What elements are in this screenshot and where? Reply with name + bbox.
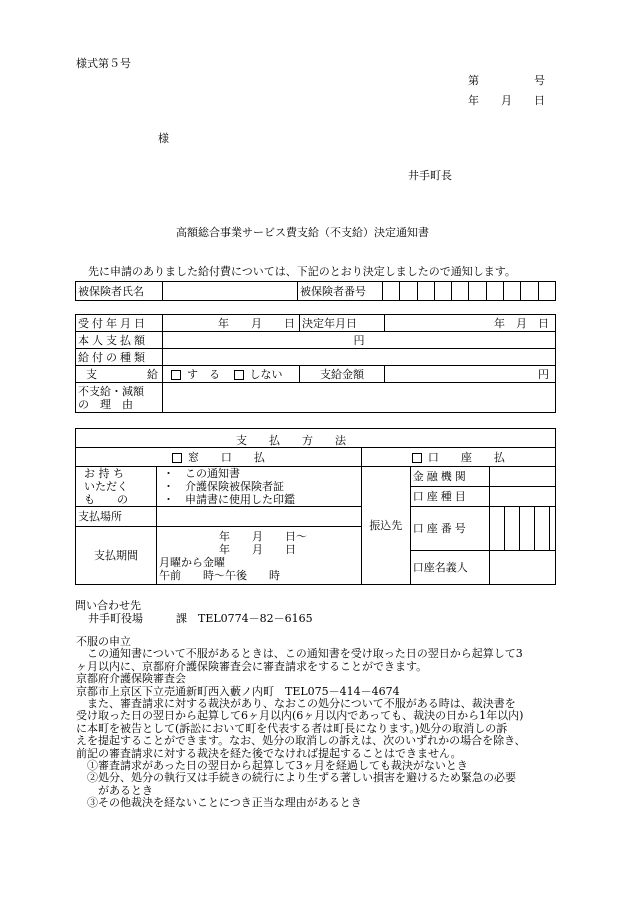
- issuer: 井手町長: [408, 169, 452, 182]
- account-number-digit[interactable]: [534, 507, 549, 551]
- payment-choice[interactable]: す る しない: [163, 366, 300, 383]
- payment-place-label: 支払場所: [76, 507, 157, 527]
- reason-label: 不支給・減額 の 理 由: [76, 383, 163, 413]
- appeal-section: [76, 636, 556, 810]
- checkbox-no-pay[interactable]: [234, 370, 244, 380]
- insured-number-digit[interactable]: [538, 282, 555, 301]
- payment-method-table: [75, 428, 556, 585]
- appeal-text: また、審査請求に対する裁決があり、なおこの処分について不服がある時は、裁決書を: [87, 697, 516, 711]
- account-type-label: 口座種目: [410, 487, 489, 507]
- insured-name-field[interactable]: [163, 282, 298, 301]
- intro-text: 先に申請のありました給付費については、下記のとおり決定しましたので通知します。: [88, 265, 516, 278]
- appeal-text: 受け取った日の翌日から起算して6ヶ月以内(6ヶ月以内であっても、裁決の日から1年以内): [76, 709, 524, 723]
- document-date: 年 月 日: [468, 94, 545, 107]
- insured-number-digit[interactable]: [434, 282, 451, 301]
- appeal-heading: 不服の申立: [76, 635, 131, 648]
- payment-method-title: 支 払 方 法: [236, 434, 346, 447]
- decided-date-value[interactable]: 年 月 日: [385, 315, 556, 332]
- appeal-text: ヶ月以内に、京都府介護保険審査会に審査請求をすることができます。: [76, 659, 428, 673]
- account-number-label: 口座番号: [410, 507, 489, 551]
- appeal-item: ①審査請求があった日の翌日から起算して3ヶ月を経過しても裁決がないとき: [87, 759, 468, 773]
- addressee-suffix: 様: [158, 132, 169, 145]
- contact-heading: 問い合わせ先: [75, 599, 141, 612]
- payment-period-value[interactable]: 年 月 日～ 年 月 日 月曜から金曜 午前 時～午後 時: [157, 527, 362, 585]
- account-number-digit[interactable]: [504, 507, 519, 551]
- payment-label: 支 給: [76, 366, 163, 383]
- payment-period-label: 支払期間: [76, 527, 157, 585]
- checkbox-pay[interactable]: [171, 370, 181, 380]
- account-number-digit[interactable]: [549, 507, 555, 551]
- insured-number-digit[interactable]: [452, 282, 469, 301]
- decision-table: [75, 314, 556, 413]
- received-date-label: 受付年月日: [76, 315, 163, 332]
- insured-number-digit[interactable]: [417, 282, 434, 301]
- contact-line: 井手町役場 課 TEL0774－82－6165: [88, 612, 313, 625]
- bring-items-label: お 持 ち いただく も の: [76, 467, 157, 507]
- insured-number-digit[interactable]: [521, 282, 538, 301]
- insured-name-label: 被保険者氏名: [76, 282, 163, 301]
- bank-label: 金融機関: [410, 467, 489, 487]
- appeal-item: ③その他裁決を経ないことにつき正当な理由があるとき: [87, 796, 362, 810]
- account-payment-option[interactable]: 口 座 払: [361, 448, 555, 467]
- appeal-text: この通知書について不服があるときは、この通知書を受け取った日の翌日から起算して3: [87, 647, 523, 661]
- document-title: 高額総合事業サービス費支給（不支給）決定通知書: [176, 226, 429, 239]
- appeal-item: ②処分、処分の執行又は手続きの続行により生ずる著しい損害を避けるため緊急の必要: [87, 771, 516, 785]
- appeal-address: 京都市上京区下立売通新町西入藪ノ内町 TEL075－414－4674: [76, 684, 400, 698]
- appeal-item: があるとき: [98, 783, 153, 797]
- account-type-field[interactable]: [489, 487, 555, 507]
- payment-amount-label: 支給金額: [300, 366, 385, 383]
- insured-number-digit[interactable]: [469, 282, 486, 301]
- benefit-type-label: 給付の種類: [76, 349, 163, 366]
- form-number: 様式第５号: [76, 57, 131, 70]
- checkbox-account[interactable]: [412, 453, 422, 463]
- appeal-text: に本町を被告として(訴訟において町を代表する者は町長になります。)処分の取消しの訴: [76, 721, 508, 735]
- document-number: 第 号: [468, 74, 545, 87]
- payee-amount-value[interactable]: 円: [163, 332, 556, 349]
- appeal-text: 前記の審査請求に対する裁決を経た後でなければ提起することはできません。: [76, 746, 462, 760]
- account-holder-label: 口座名義人: [410, 551, 489, 585]
- payment-place-field[interactable]: [157, 507, 362, 527]
- benefit-type-value[interactable]: [163, 349, 556, 366]
- received-date-value[interactable]: 年 月 日: [163, 315, 300, 332]
- payee-amount-label: 本人支払額: [76, 332, 163, 349]
- checkbox-window[interactable]: [172, 453, 182, 463]
- payment-amount-value[interactable]: 円: [385, 366, 556, 383]
- transfer-label: 振込先: [361, 467, 410, 585]
- insured-number-digit[interactable]: [486, 282, 503, 301]
- insured-number-digit[interactable]: [504, 282, 521, 301]
- appeal-office: 京都府介護保険審査会: [76, 672, 186, 686]
- reason-value[interactable]: [163, 383, 556, 413]
- account-number-digit[interactable]: [489, 507, 504, 551]
- insured-number-digit[interactable]: [400, 282, 417, 301]
- insured-number-label: 被保険者番号: [298, 282, 383, 301]
- bring-items-list: ・ この通知書 ・ 介護保険被保険者証 ・ 申請書に使用した印鑑: [157, 467, 362, 507]
- account-number-digit[interactable]: [519, 507, 534, 551]
- insured-number-digit[interactable]: [383, 282, 400, 301]
- window-payment-option[interactable]: 窓 口 払: [76, 448, 362, 467]
- bank-field[interactable]: [489, 467, 555, 487]
- appeal-text: えを提起することができます。なお、処分の取消しの訴えは、次のいずれかの場合を除き、: [76, 734, 526, 748]
- insured-table: [75, 281, 556, 301]
- account-holder-field[interactable]: [489, 551, 555, 585]
- decided-date-label: 決定年月日: [300, 315, 385, 332]
